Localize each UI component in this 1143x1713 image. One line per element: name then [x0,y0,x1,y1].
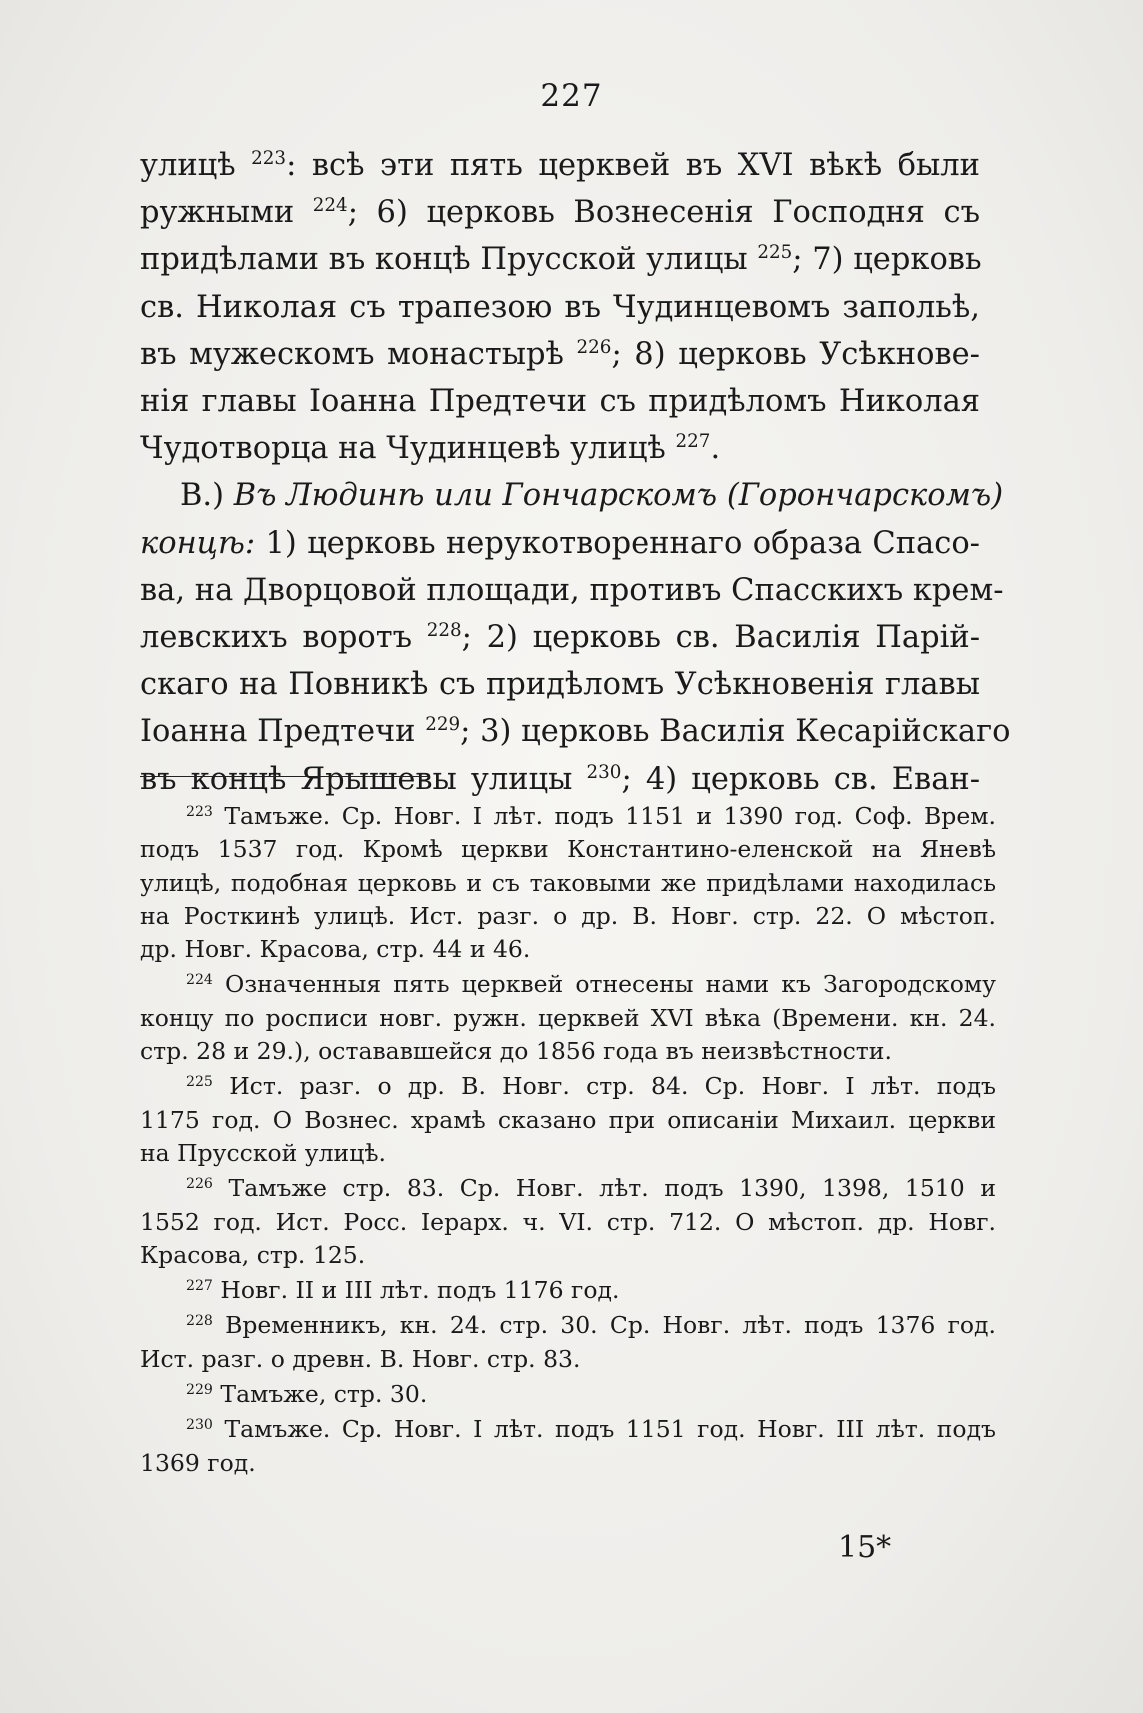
signature-mark: 15* [838,1530,892,1565]
footnote-ref[interactable]: 227 [675,431,711,453]
footnote-230: $^{230}$ Тамъже. Ср. Новг. I лѣт. подъ 1151 год. Новг. III лѣт. подъ 1369 год. [140,1415,996,1477]
footnotes [140,800,996,1482]
footnote-224: $^{224}$ Означенныя пять церквей отнесены нами къ Загородскому концу по росписи новг. ружн. церквей XVI вѣка (Времени. кн. 24. стр. 28 и 29.), остававшейся до 1856 года въ неизвѣстности. [140,970,996,1066]
footnote-ref[interactable]: 229 [425,714,461,736]
footnote-divider [140,776,430,777]
text-line: нія главы Іоанна Предтечи съ придѣломъ Николая [140,384,980,420]
footnote-228: $^{228}$ Временникъ, кн. 24. стр. 30. Ср. Новг. лѣт. подъ 1376 год. Ист. разг. о древн. В. Новг. стр. 83. [140,1311,996,1373]
text-line: въ концѣ Ярышевы улицы $^{230}$; 4) церковь св. Еван- [140,761,981,797]
text-line: Іоанна Предтечи $^{229}$; 3) церковь Василія Кесарійскаго [140,714,1011,750]
footnote-227: $^{227}$ Новг. II и III лѣт. подъ 1176 год. [186,1276,620,1305]
text-line: улицѣ $^{223}$: всѣ эти пять церквей въ XVI вѣкѣ были [140,148,980,183]
text-line: ва, на Дворцовой площади, противъ Спасскихъ крем- [140,572,1004,608]
footnote-ref[interactable]: 223 [251,148,287,170]
text-line: левскихъ воротъ $^{228}$; 2) церковь св. Василія Парій- [140,620,981,656]
text-line: концѣ: 1) церковь нерукотвореннаго образа Спасо- [140,525,980,561]
page-number: 227 [540,78,603,114]
text-line: св. Николая съ трапезою въ Чудинцевомъ запольѣ, [140,289,980,325]
footnote-ref[interactable]: 226 [576,336,612,358]
footnote-ref[interactable]: 228 [426,620,462,642]
text-line: скаго на Повникѣ съ придѣломъ Усѣкновенія главы [140,667,980,703]
text-line: Чудотворца на Чудинцевѣ улицѣ $^{227}$. [140,431,721,467]
section-title: Въ Людинѣ или Гончарскомъ (Горончарскомъ) [233,478,1004,514]
text-line: ружными $^{224}$; 6) церковь Вознесенія Господня съ [140,195,980,231]
footnote-ref[interactable]: 230 [586,761,622,783]
footnote-226: $^{226}$ Тамъже стр. 83. Ср. Новг. лѣт. подъ 1390, 1398, 1510 и 1552 год. Ист. Росс. Іерарх. ч. VI. стр. 712. О мѣстоп. др. Новг. Красова, стр. 125. [140,1174,996,1269]
section-label: В.) [180,478,225,514]
footnote-225: $^{225}$ Ист. разг. о др. В. Новг. стр. 84. Ср. Новг. I лѣт. подъ 1175 год. О Вознес. храмѣ сказано при описаніи Михаил. церкви на Прусской улицѣ. [140,1072,996,1167]
footnote-229: $^{229}$ Тамъже, стр. 30. [186,1380,428,1409]
footnote-ref[interactable]: 225 [757,242,793,264]
text-line: придѣлами въ концѣ Прусской улицы $^{225}$; 7) церковь [140,242,982,278]
section-heading-line [140,472,1004,519]
footnote-ref[interactable]: 224 [312,195,348,217]
main-text [140,142,1011,803]
section-title-cont: концѣ: [140,525,256,561]
footnote-223: $^{223}$ Тамъже. Ср. Новг. I лѣт. подъ 1151 и 1390 год. Соф. Врем. подъ 1537 год. Кромѣ церкви Константино-еленской на Яневѣ улицѣ, подобная церковь и съ таковыми же придѣлами находилась на Росткинѣ улицѣ. Ист. разг. о др. В. Новг. стр. 22. О мѣстоп. др. Новг. Красова, стр. 44 и 46. [140,802,996,964]
text-line: въ мужескомъ монастырѣ $^{226}$; 8) церковь Усѣкнове- [140,336,980,372]
